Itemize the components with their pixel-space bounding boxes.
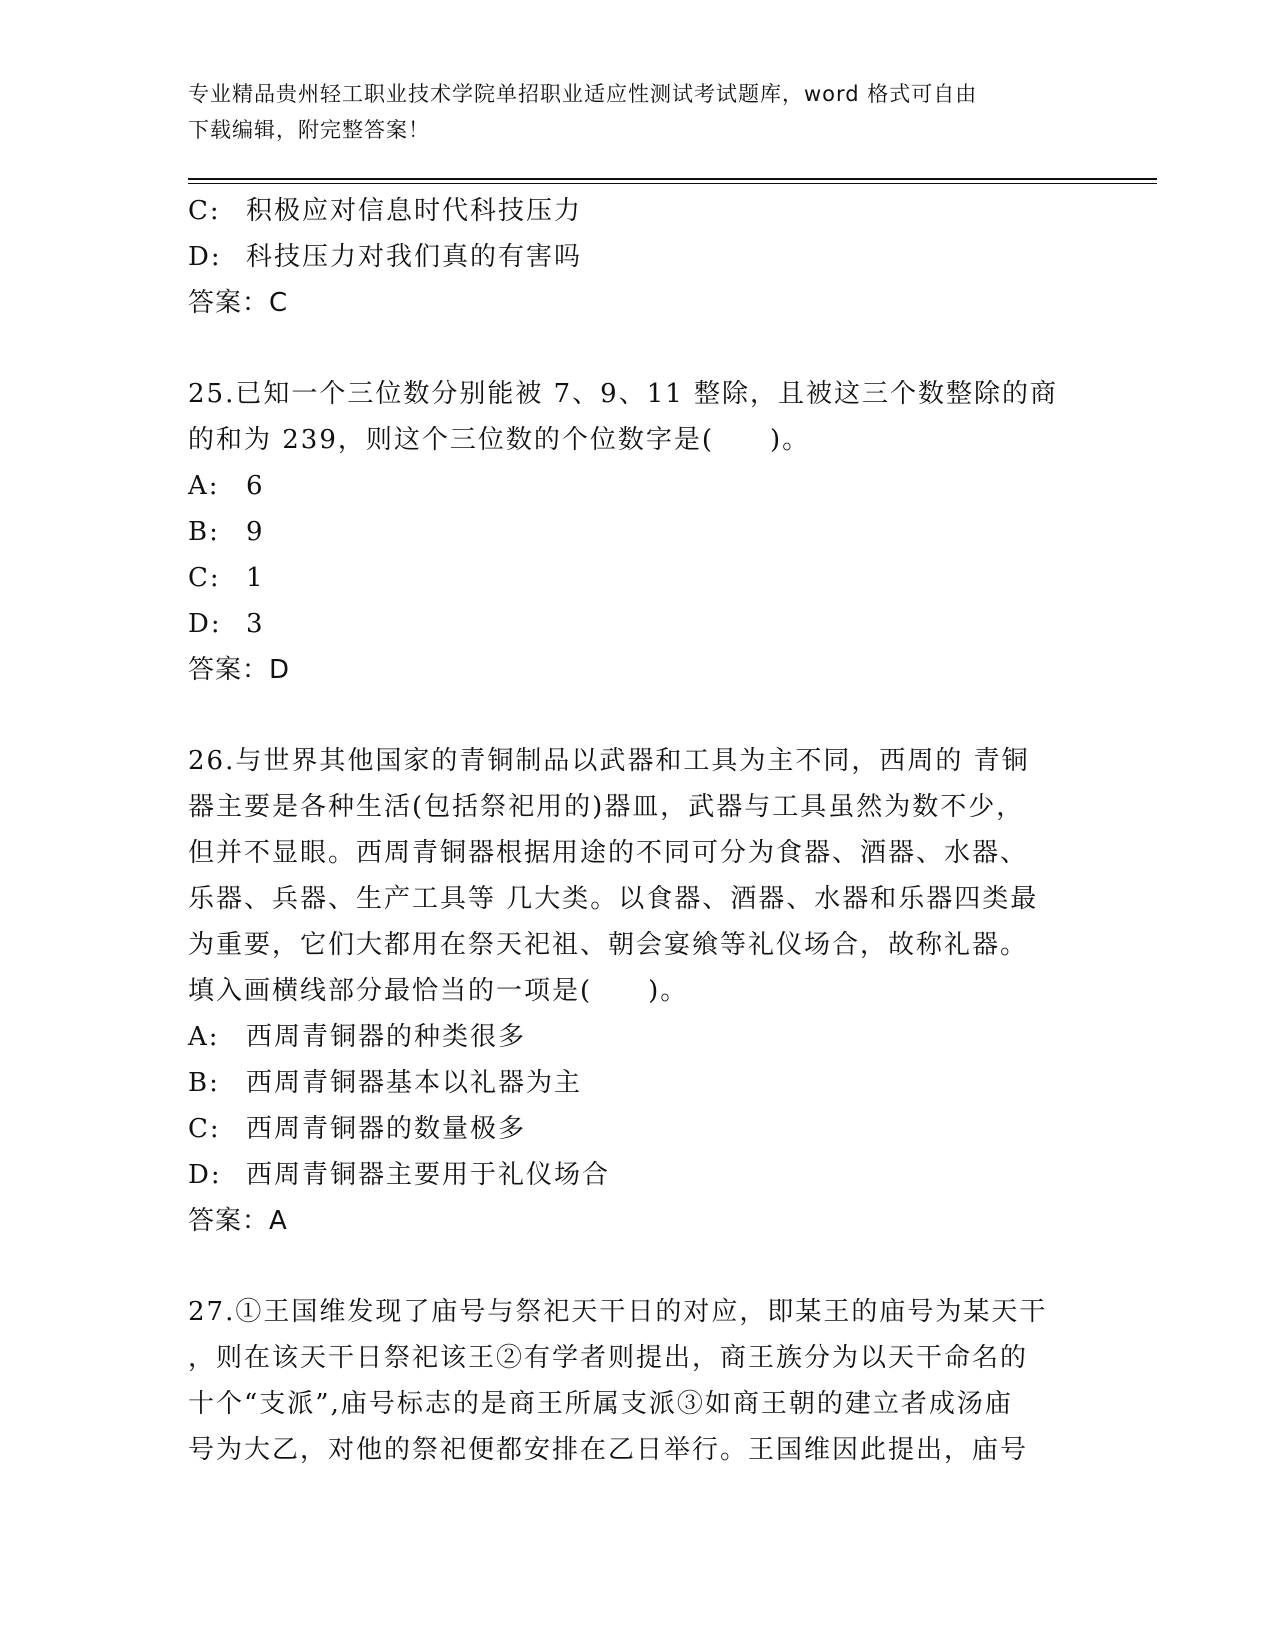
option-text: 科技压力对我们真的有害吗 — [246, 242, 583, 272]
question-text-line: 26.与世界其他国家的青铜制品以武器和工具为主不同，西周的 青铜 — [188, 746, 1030, 776]
option-b — [188, 1060, 1088, 1106]
question-text-line: 为重要，它们大都用在祭天祀祖、朝会宴飨等礼仪场合，故称礼器。 — [188, 930, 1029, 960]
option-label: A: — [188, 1022, 220, 1052]
option-d — [188, 601, 1088, 647]
question-text-line: 25.已知一个三位数分别能被 7、9、11 整除，且被这三个数整除的商 — [188, 379, 1059, 409]
option-label: C: — [188, 1114, 221, 1144]
question-text-line: 器主要是各种生活(包括祭祀用的)器皿，武器与工具虽然为数不少， — [188, 792, 1025, 822]
question-27 — [188, 1289, 1088, 1473]
option-text: 西周青铜器主要用于礼仪场合 — [246, 1160, 611, 1190]
option-text: 6 — [246, 471, 265, 501]
option-label: B: — [188, 1068, 220, 1098]
question-text-line: 但并不显眼。西周青铜器根据用途的不同可分为食器、酒器、水器、 — [188, 838, 1029, 868]
option-label: A: — [188, 471, 220, 501]
option-label: C: — [188, 196, 221, 226]
option-text: 积极应对信息时代科技压力 — [246, 196, 583, 226]
question-text-line: 乐器、兵器、生产工具等 几大类。以食器、酒器、水器和乐器四类最 — [188, 884, 1039, 914]
question-text-line: 十个“支派”,庙号标志的是商王所属支派③如商王朝的建立者成汤庙 — [188, 1389, 1013, 1419]
question-24 — [188, 188, 1088, 326]
option-text: 西周青铜器的数量极多 — [246, 1114, 527, 1144]
document-body — [188, 188, 1088, 1473]
question-26 — [188, 738, 1088, 1244]
header-line-2: 下载编辑，附完整答案！ — [188, 118, 430, 142]
question-text-line: ，则在该天干日祭祀该王②有学者则提出，商王族分为以天干命名的 — [188, 1343, 1029, 1373]
option-d — [188, 1152, 1088, 1198]
header-rule-thick — [188, 178, 1157, 180]
question-text-line: 的和为 239，则这个三位数的个位数字是( )。 — [188, 425, 811, 455]
option-label: D: — [188, 1160, 222, 1190]
document-header — [188, 76, 1068, 148]
question-text-line: 号为大乙，对他的祭祀便都安排在乙日举行。王国维因此提出，庙号 — [188, 1435, 1029, 1465]
question-text-line: 填入画横线部分最恰当的一项是( )。 — [188, 976, 689, 1006]
option-label: C: — [188, 563, 221, 593]
option-b — [188, 509, 1088, 555]
option-label: D: — [188, 609, 222, 639]
answer-line: 答案：C — [188, 288, 289, 318]
option-text: 西周青铜器基本以礼器为主 — [246, 1068, 583, 1098]
header-rule-thin — [188, 183, 1157, 184]
option-label: D: — [188, 242, 222, 272]
option-text: 1 — [246, 563, 265, 593]
option-text: 3 — [246, 609, 265, 639]
option-text: 西周青铜器的种类很多 — [246, 1022, 527, 1052]
question-text-line: 27.①王国维发现了庙号与祭祀天干日的对应，即某王的庙号为某天干 — [188, 1297, 1048, 1327]
answer-line: 答案：D — [188, 655, 291, 685]
answer-line: 答案：A — [188, 1206, 288, 1236]
option-label: B: — [188, 517, 220, 547]
option-c — [188, 188, 1088, 234]
option-text: 9 — [246, 517, 265, 547]
header-line-1: 专业精品贵州轻工职业技术学院单招职业适应性测试考试题库，word 格式可自由 — [188, 82, 978, 106]
option-d — [188, 234, 1088, 280]
option-c — [188, 1106, 1088, 1152]
option-a — [188, 463, 1088, 509]
option-a — [188, 1014, 1088, 1060]
option-c — [188, 555, 1088, 601]
question-25 — [188, 371, 1088, 693]
